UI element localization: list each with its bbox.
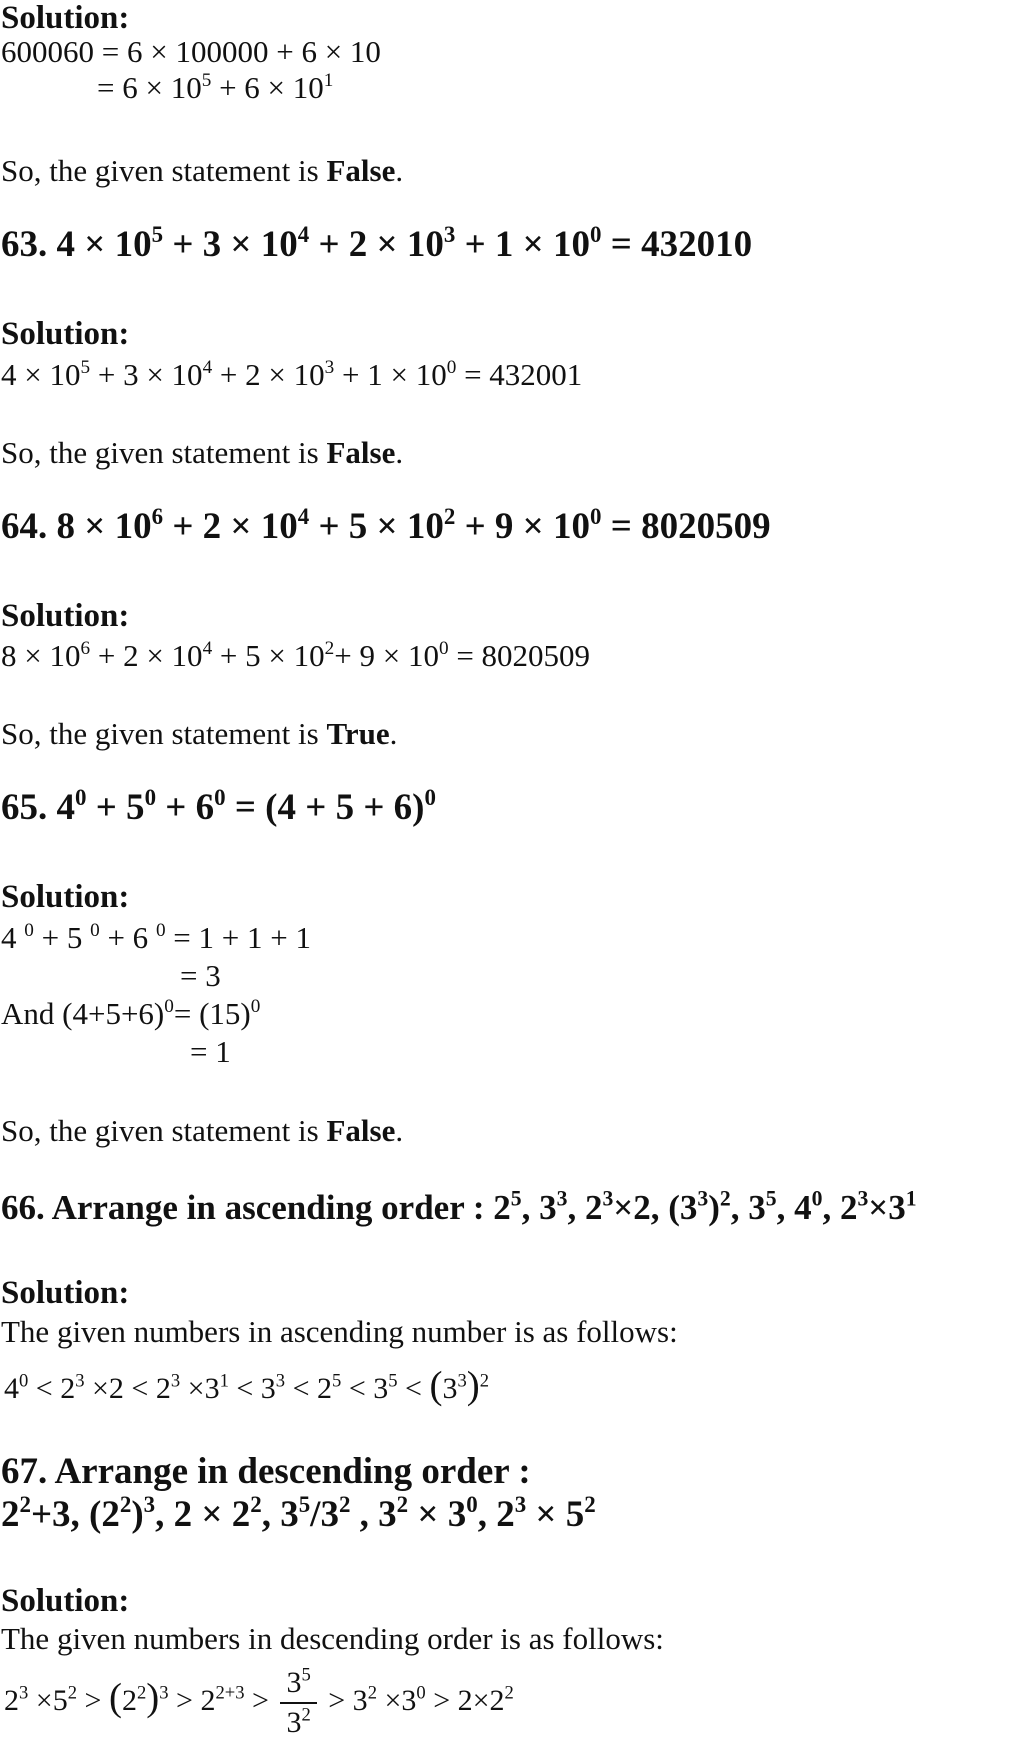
question-67-title-2: $2^2+3$, $(2^2)^3$, $2 \times 2^2$, $3^5/3^2$ , $3^2 \times 3^0$, $2^3 \times 5^2$ (1, 1491, 596, 1535)
question-63-title: 63. $4 \times 10^5 + 3 \times 10^4 + 2 \times 10^3 + 1 \times 10^0 = 432010$ (1, 221, 753, 265)
solution-64-line: $8 \times 10^6 + 2 \times 10^4 + 5 \times 10^2+ 9 \times 10^0 = 8020509$ (1, 638, 591, 673)
fraction-numerator: $3^5$ (280, 1664, 316, 1704)
solution-1-line-1: 600060 = 6 × 100000 + 6 × 10 (1, 34, 381, 69)
solution-65-line-1: 4 $^0$ + 5 $^0$ + 6 $^0$ = 1 + 1 + 1 (1, 920, 311, 955)
solution-65-line-2: = 3 (180, 958, 221, 993)
fraction-denominator: $3^2$ (286, 1704, 311, 1740)
solution-heading-1: Solution: (1, 0, 130, 36)
solution-heading-67: Solution: (1, 1583, 130, 1619)
solution-65-line-4: = 1 (190, 1034, 231, 1069)
solution-66-order: $4^0 < 2^3 \times 2 < 2^3 \times 3^1 < 3^3 < 2^5 < 3^5 < (3^3)^2$ (4, 1364, 490, 1407)
solution-heading-63: Solution: (1, 316, 130, 352)
solution-heading-66: Solution: (1, 1275, 130, 1311)
conclusion-63: So, the given statement is False. (1, 435, 404, 470)
solution-67-intro: The given numbers in descending order is as follows: (1, 1621, 664, 1656)
solution-1-line-2: = $6 \times 10^5 + 6 \times 10^1$ (97, 70, 334, 105)
conclusion-65: So, the given statement is False. (1, 1113, 404, 1148)
solution-67-order: $2^3 \times 5^2 > (2^2)^3 > 2^{2+3}$ > $\frac{3^5}{3^2}$ > $3^2 \times 3^0 > 2\times 2^2$ (4, 1660, 514, 1740)
solution-heading-64: Solution: (1, 598, 130, 634)
conclusion-64: So, the given statement is True. (1, 716, 398, 751)
solution-heading-65: Solution: (1, 879, 130, 915)
fraction (280, 1664, 316, 1742)
question-65-title: 65. $4^0 + 5^0 + 6^0 = (4 + 5 + 6)^0$ (1, 784, 436, 828)
question-67-title-1: 67. Arrange in descending order : (1, 1451, 531, 1492)
question-66-title: 66. Arrange in ascending order : $2^5$, $3^3$, $2^3\times 2$, $(3^3)^2$, $3^5$, $4^0$, $2^3\times 3^1$ (1, 1186, 917, 1227)
question-64-title: 64. $8 \times 10^6 + 2 \times 10^4 + 5 \times 10^2 + 9 \times 10^0 = 8020509$ (1, 503, 771, 547)
conclusion-1: So, the given statement is False. (1, 153, 404, 188)
solution-65-line-3: And $(4+5+6)^0= (15)^0$ (1, 996, 261, 1031)
solution-66-intro: The given numbers in ascending number is as follows: (1, 1314, 678, 1349)
solution-63-line: $4 \times 10^5 + 3 \times 10^4 + 2 \times 10^3 + 1 \times 10^0 = 432001$ (1, 357, 583, 392)
